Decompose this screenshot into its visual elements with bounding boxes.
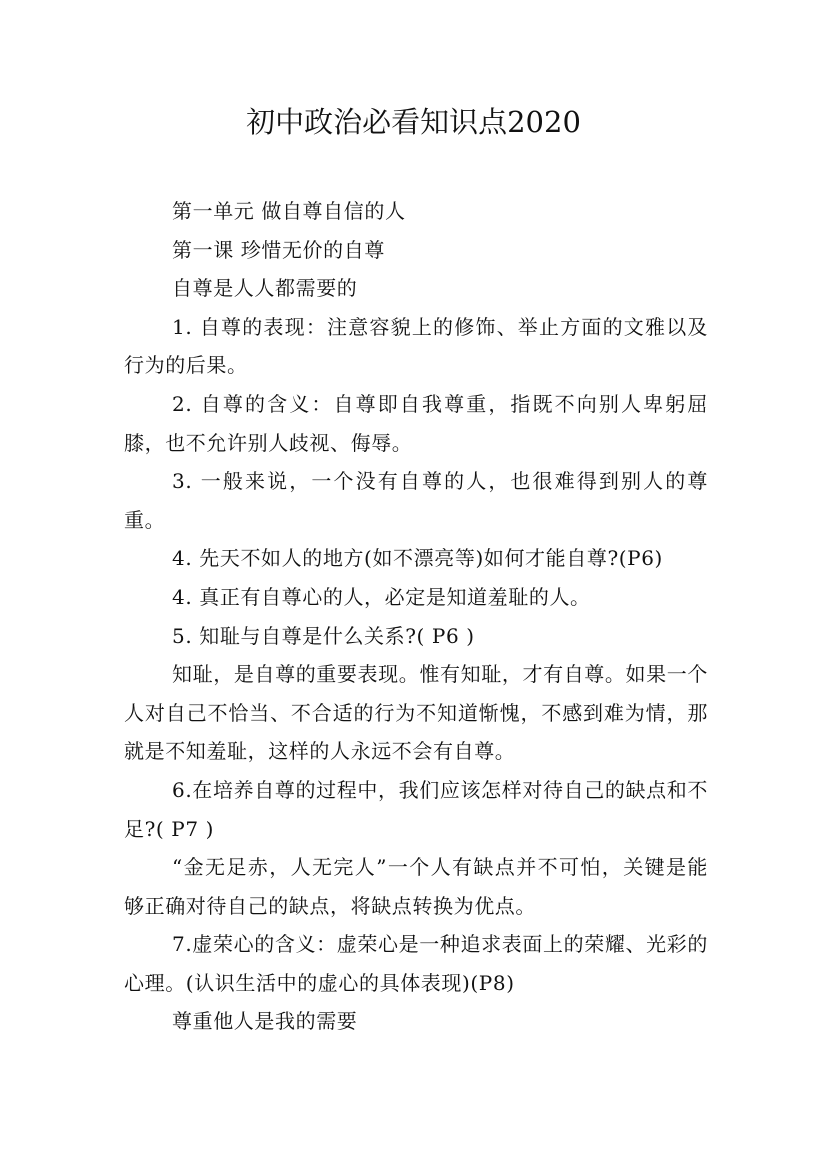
paragraph-point-6-answer: “金无足赤，人无完人”一个人有缺点并不可怕，关键是能够正确对待自己的缺点，将缺点转换为优点。 — [124, 855, 708, 918]
document-body — [124, 192, 708, 1041]
paragraph-point-4a: 4. 先天不如人的地方(如不漂亮等)如何才能自尊?(P6) — [172, 546, 663, 571]
paragraph-point-2: 2. 自尊的含义：自尊即自我尊重，指既不向别人卑躬屈膝，也不允许别人歧视、侮辱。 — [124, 391, 708, 455]
paragraph-section-heading: 自尊是人人都需要的 — [172, 276, 358, 301]
paragraph-point-7: 7.虚荣心的含义：虚荣心是一种追求表面上的荣耀、光彩的心理。(认识生活中的虚心的具体表现)(P8) — [124, 932, 708, 995]
paragraph-point-3: 3. 一般来说，一个没有自尊的人，也很难得到别人的尊重。 — [124, 469, 708, 532]
paragraph-point-5: 5. 知耻与自尊是什么关系?( P6 ) — [172, 623, 475, 648]
paragraph-point-6: 6.在培养自尊的过程中，我们应该怎样对待自己的缺点和不足?( P7 ) — [124, 777, 708, 841]
paragraph-section-heading-2: 尊重他人是我的需要 — [172, 1009, 358, 1034]
paragraph-point-1: 1. 自尊的表现：注意容貌上的修饰、举止方面的文雅以及行为的后果。 — [124, 314, 708, 378]
paragraph-point-4b: 4. 真正有自尊心的人，必定是知道羞耻的人。 — [172, 584, 591, 609]
document-title: 初中政治必看知识点2020 — [246, 105, 581, 139]
paragraph-lesson-heading: 第一课 珍惜无价的自尊 — [172, 237, 385, 262]
paragraph-point-5-answer: 知耻，是自尊的重要表现。惟有知耻，才有自尊。如果一个人对自己不恰当、不合适的行为不知道惭愧，不感到难为情，那就是不知羞耻，这样的人永远不会有自尊。 — [124, 662, 708, 764]
paragraph-unit-heading: 第一单元 做自尊自信的人 — [172, 199, 406, 223]
